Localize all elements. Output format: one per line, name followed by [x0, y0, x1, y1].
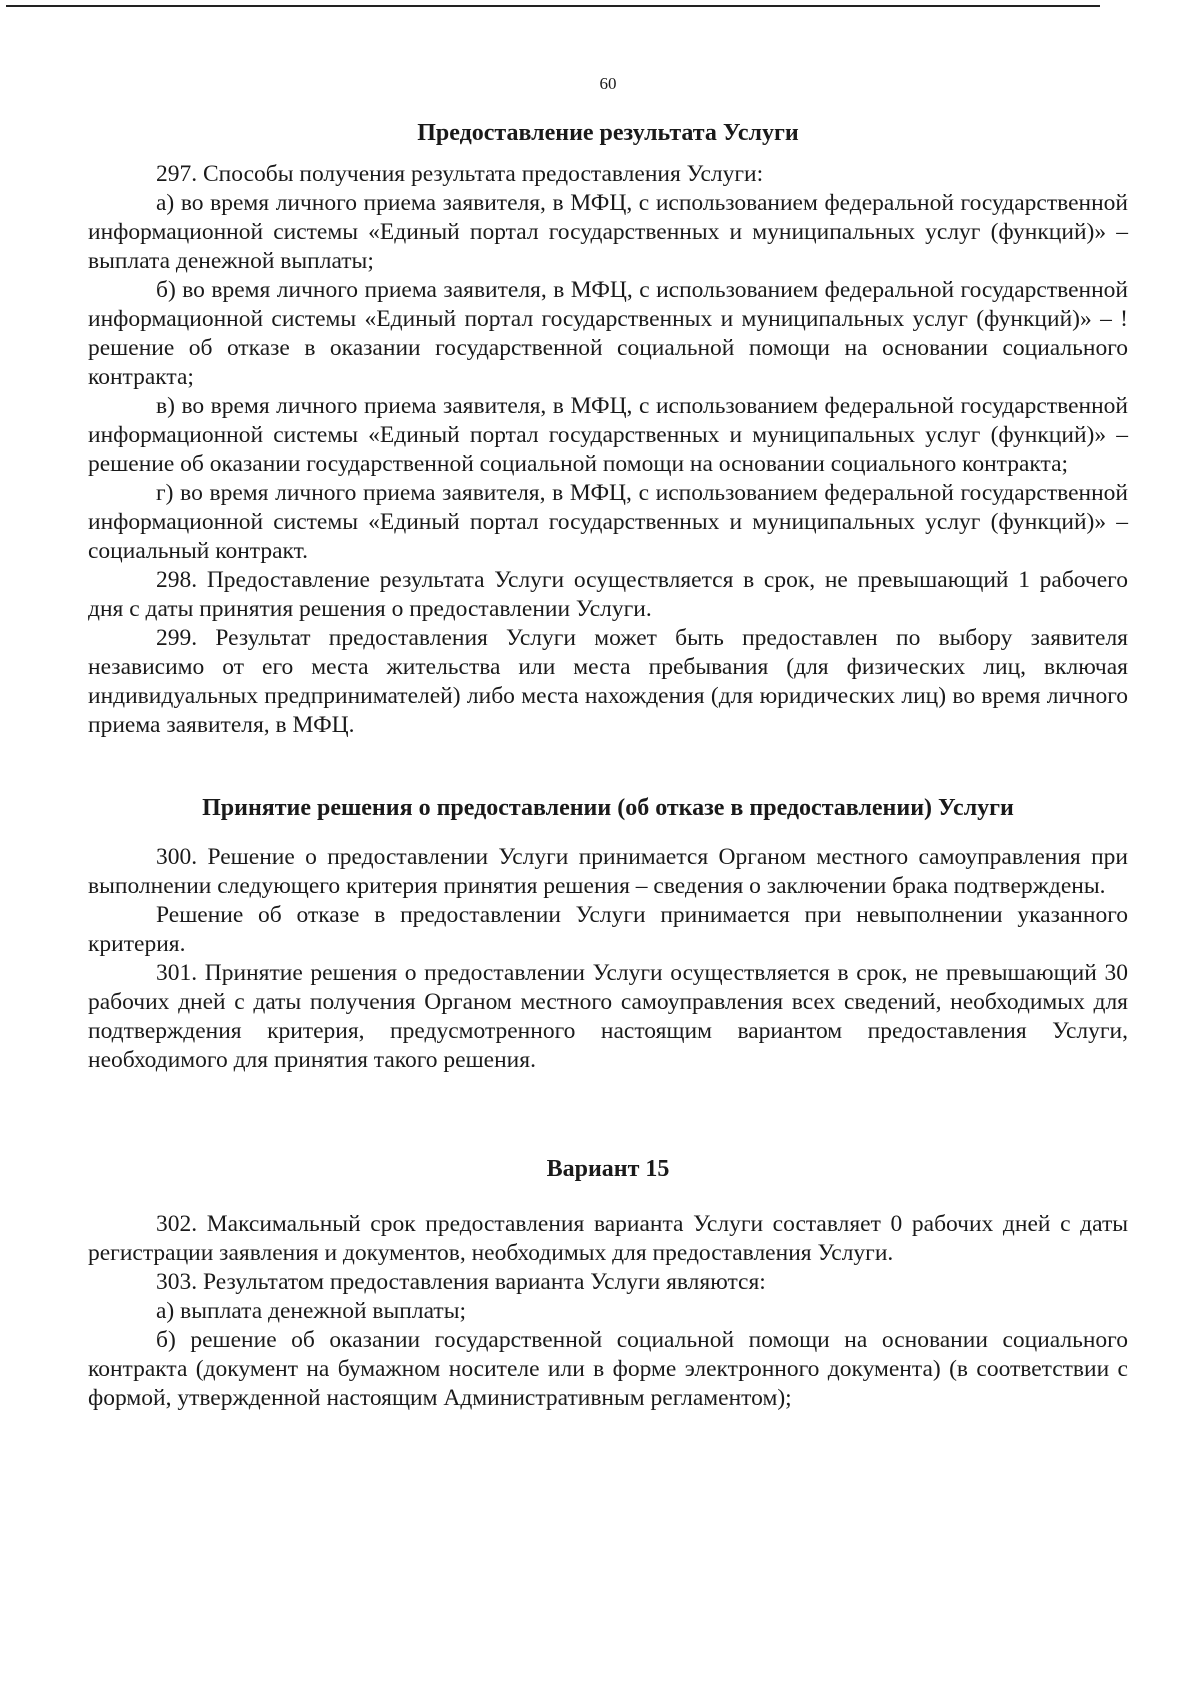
paragraph-301: 301. Принятие решения о предоставлении Услуги осуществляется в срок, не превышающий 30 рабочих дней с даты получения Органом местного самоуправления всех сведений, необходимых для подтверждения критерия, предусмотренного настоящим вариантом предоставления Услуги, необходимого для принятия такого решения.: [88, 960, 1128, 1073]
section-heading-decision: Принятие решения о предоставлении (об отказе в предоставлении) Услуги: [202, 795, 1014, 821]
section-body-variant: [88, 1210, 1128, 1413]
paragraph-297-v: в) во время личного приема заявителя, в МФЦ, с использованием федеральной государственной информационной системы «Единый портал государственных и муниципальных услуг (функций)» – решение об оказании государственной социальной помощи на основании социального контракта;: [88, 393, 1128, 477]
document-page: [88, 0, 1128, 1696]
paragraph-300: 300. Решение о предоставлении Услуги принимается Органом местного самоуправления при выполнении следующего критерия принятия решения – сведения о заключении брака подтверждены.: [88, 844, 1128, 899]
paragraph-300-refusal: Решение об отказе в предоставлении Услуги принимается при невыполнении указанного критерия.: [88, 902, 1128, 957]
paragraph-303-a: а) выплата денежной выплаты;: [156, 1298, 467, 1324]
paragraph-303: 303. Результатом предоставления варианта Услуги являются:: [156, 1269, 766, 1295]
page-number: 60: [599, 74, 617, 93]
paragraph-297-g: г) во время личного приема заявителя, в МФЦ, с использованием федеральной государственной информационной системы «Единый портал государственных и муниципальных услуг (функций)» – социальный контракт.: [88, 480, 1128, 564]
paragraph-297-b: б) во время личного приема заявителя, в МФЦ, с использованием федеральной государственной информационной системы «Единый портал государственных и муниципальных услуг (функций)» – !решение об отказе в оказании государственной социальной помощи на основании социального контракта;: [88, 277, 1128, 390]
section-heading-variant: Вариант 15: [546, 1156, 670, 1182]
paragraph-299: 299. Результат предоставления Услуги может быть предоставлен по выбору заявителя независимо от его места жительства или места пребывания (для физических лиц, включая индивидуальных предпринимателей) либо места нахождения (для юридических лиц) во время личного приема заявителя, в МФЦ.: [88, 625, 1128, 738]
section-body-result: [88, 160, 1128, 740]
section-heading-result: Предоставление результата Услуги: [417, 120, 799, 146]
paragraph-303-b: б) решение об оказании государственной социальной помощи на основании социального контракта (документ на бумажном носителе или в форме электронного документа) (в соответствии с формой, утвержденной настоящим Административным регламентом);: [88, 1327, 1128, 1411]
section-body-decision: [88, 843, 1128, 1075]
paragraph-297-a: а) во время личного приема заявителя, в МФЦ, с использованием федеральной государственной информационной системы «Единый портал государственных и муниципальных услуг (функций)» – выплата денежной выплаты;: [88, 190, 1128, 274]
paragraph-298: 298. Предоставление результата Услуги осуществляется в срок, не превышающий 1 рабочего дня с даты принятия решения о предоставлении Услуги.: [88, 567, 1128, 622]
paragraph-302: 302. Максимальный срок предоставления варианта Услуги составляет 0 рабочих дней с даты регистрации заявления и документов, необходимых для предоставления Услуги.: [88, 1211, 1128, 1266]
paragraph-297: 297. Способы получения результата предоставления Услуги:: [156, 161, 764, 187]
